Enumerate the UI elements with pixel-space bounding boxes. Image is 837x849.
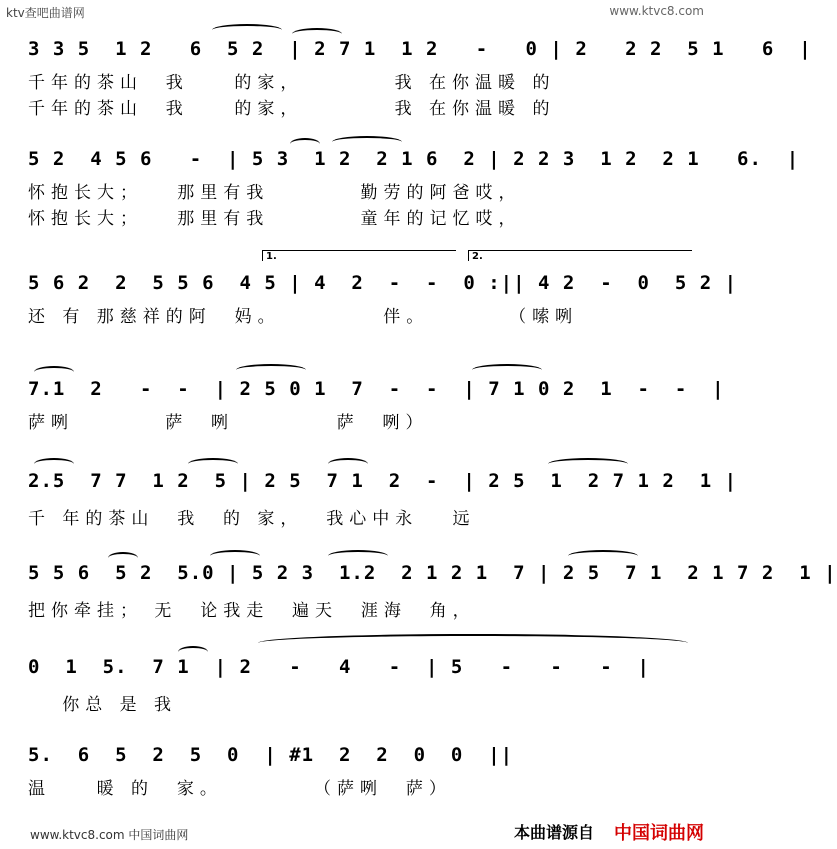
- notation-line: 5 2 4 5 6 - | 5 3 1 2 2 1 6 2 | 2 2 3 1 2 2 1 6. |: [28, 148, 800, 170]
- source-label: 本曲谱源自: [513, 823, 594, 842]
- lyric-verse-2: 怀抱长大； 那里有我 童年的记忆哎，: [28, 209, 522, 229]
- notation-line: 5 5 6 5 2 5.0 | 5 2 3 1.2 2 1 2 1 7 | 2 5 7 1 2 1 7 2 1 |: [28, 562, 837, 584]
- slur: [34, 458, 74, 470]
- notation-line: 0 1 5. 7 1 | 2 - 4 - | 5 - - - |: [28, 656, 650, 678]
- slur: [332, 136, 402, 148]
- notation-line: 3 3 5 1 2 6 5 2 | 2 7 1 1 2 - 0 | 2 2 2 5 1 6 |: [28, 38, 812, 60]
- lyric-verse-1: 千年的茶山 我 的家， 我 在你温暖 的: [28, 73, 556, 93]
- lyric-verse-1: 还 有 那慈祥的阿 妈。 伴。 （嗦咧: [28, 307, 579, 327]
- lyric-verse-1: 你总 是 我: [28, 695, 178, 715]
- watermark-top-left: ktv查吧曲谱网: [6, 6, 85, 20]
- slur: [328, 458, 368, 470]
- slur: [568, 550, 638, 562]
- slur: [328, 550, 388, 562]
- volta-second-ending: 2.: [468, 250, 692, 261]
- notation-line: 5 6 2 2 5 5 6 4 5 | 4 2 - - 0 :|| 4 2 - 0 5 2 |: [28, 272, 738, 294]
- slur: [210, 550, 260, 562]
- notation-line: 7.1 2 - - | 2 5 0 1 7 - - | 7 1 0 2 1 - - |: [28, 378, 725, 400]
- slur: [472, 364, 542, 376]
- lyric-verse-1: 萨咧 萨 咧 萨 咧）: [28, 413, 429, 433]
- slur: [236, 364, 306, 376]
- slur: [212, 24, 282, 36]
- lyric-verse-1: 怀抱长大； 那里有我 勤劳的阿爸哎，: [28, 183, 522, 203]
- notation-line: 5. 6 5 2 5 0 | #1 2 2 0 0 ||: [28, 744, 514, 766]
- lyric-verse-1: 千 年的茶山 我 的 家， 我心中永 远: [28, 509, 476, 529]
- watermark-top-right: www.ktvc8.com: [609, 4, 704, 18]
- slur: [34, 366, 74, 378]
- brand-logo-text[interactable]: 中国词曲网: [614, 823, 704, 844]
- lyric-verse-2: 千年的茶山 我 的家， 我 在你温暖 的: [28, 99, 556, 119]
- slur: [548, 458, 628, 470]
- slur: [188, 458, 238, 470]
- lyric-verse-1: 温 暖 的 家。 （萨咧 萨）: [28, 779, 452, 799]
- lyric-verse-1: 把你牵挂； 无 论我走 遍天 涯海 角，: [28, 601, 476, 621]
- volta-first-ending: 1.: [262, 250, 456, 261]
- tie: [258, 634, 688, 652]
- notation-line: 2.5 7 7 1 2 5 | 2 5 7 1 2 - | 2 5 1 2 7 1 2 1 |: [28, 470, 738, 492]
- watermark-bottom-left: www.ktvc8.com 中国词曲网: [30, 828, 189, 842]
